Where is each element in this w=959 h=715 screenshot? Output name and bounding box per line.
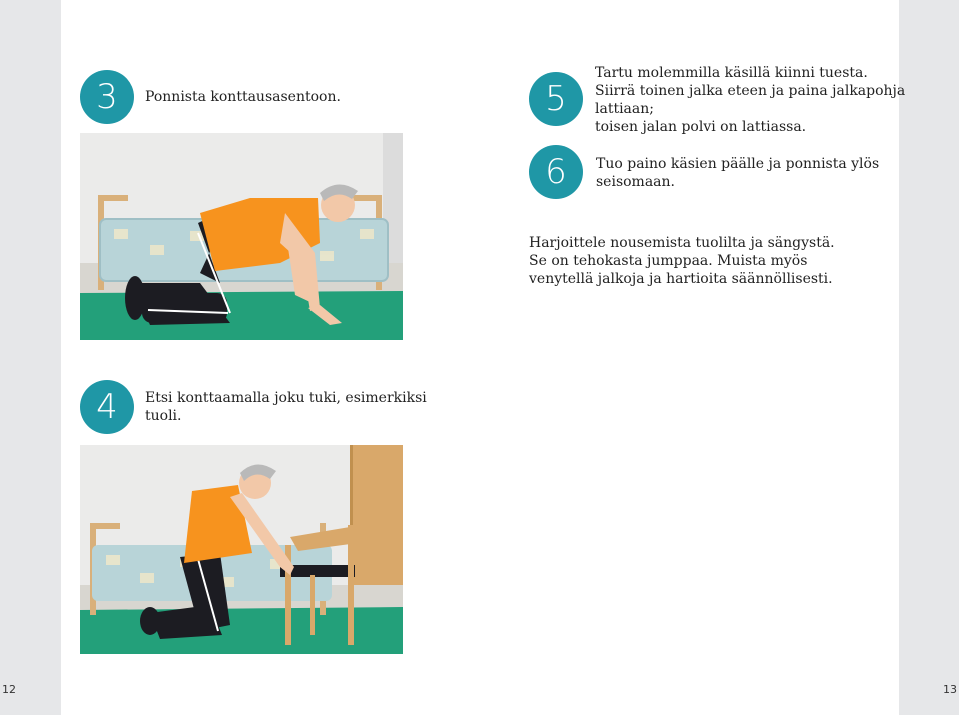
- photo-crawling-illustration: [80, 133, 403, 340]
- step-5-line: toisen jalan polvi on lattiassa.: [595, 119, 807, 135]
- step-4-line: tuoli.: [145, 408, 182, 424]
- exercise-note-line: venytellä jalkoja ja hartioita säännöllisesti.: [529, 271, 833, 287]
- step-6-line: seisomaan.: [596, 174, 675, 190]
- photo-chair-illustration: [80, 445, 403, 654]
- page-number-right: 13: [943, 683, 957, 696]
- page-number-left: 12: [2, 683, 16, 696]
- step-6-text: [596, 155, 879, 191]
- step-4-line: Etsi konttaamalla joku tuki, esimerkiksi: [145, 390, 427, 406]
- step-number-3: 3: [80, 70, 134, 124]
- photo-kneeling-with-chair: [80, 445, 403, 654]
- step-number-4: 4: [80, 380, 134, 434]
- step-5-line: Tartu molemmilla käsillä kiinni tuesta.: [595, 65, 868, 81]
- step-3-text: Ponnista konttausasentoon.: [145, 89, 341, 105]
- exercise-note-line: Se on tehokasta jumppaa. Muista myös: [529, 253, 808, 269]
- exercise-note-line: Harjoittele nousemista tuolilta ja sängystä.: [529, 235, 835, 251]
- exercise-note: [529, 234, 835, 288]
- step-5-text: [595, 64, 905, 136]
- step-4-text: [145, 389, 427, 425]
- step-number-5: 5: [529, 72, 583, 126]
- photo-crawling-position: [80, 133, 403, 340]
- step-number-6: 6: [529, 145, 583, 199]
- step-5-line: lattiaan;: [595, 101, 654, 117]
- step-6-line: Tuo paino käsien päälle ja ponnista ylös: [596, 156, 880, 172]
- step-5-line: Siirrä toinen jalka eteen ja paina jalkapohja: [595, 83, 906, 99]
